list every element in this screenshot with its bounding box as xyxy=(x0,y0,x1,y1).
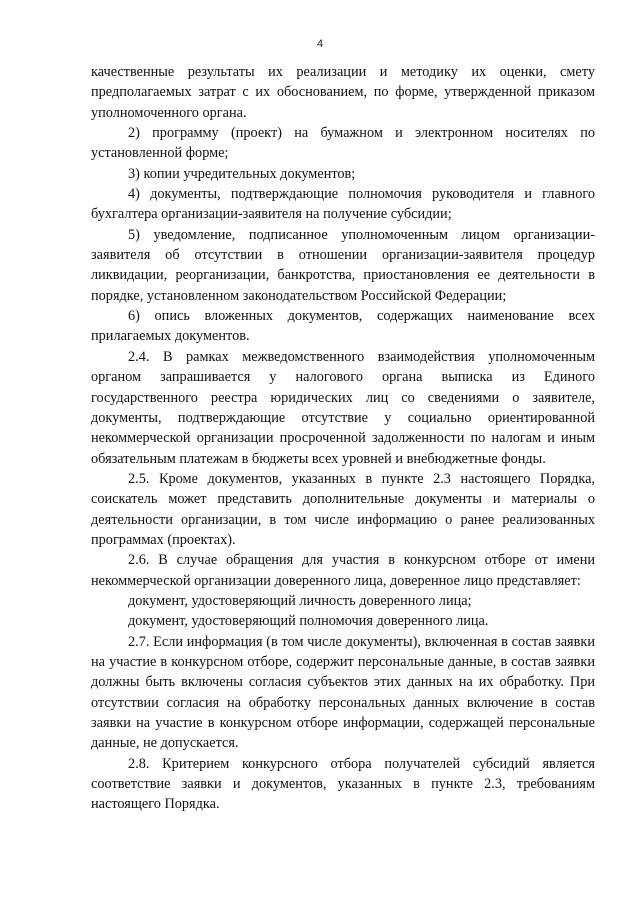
page-number: 4 xyxy=(316,38,324,50)
paragraph: 2.4. В рамках межведомственного взаимодействия уполномоченным органом запрашивается у налогового органа выписка из Единого государственного реестра юридических лиц со сведениями о заявителе, документы, подтверждающие отсутствие у социально ориентированной некоммерческой организации просроченной задолженности по налогам и иным обязательным платежам в бюджеты всех уровней и внебюджетные фонды. xyxy=(91,348,595,467)
paragraph: 2.5. Кроме документов, указанных в пункте 2.3 настоящего Порядка, соискатель может представить дополнительные документы и материалы о деятельности организации, в том числе информацию о ранее реализованных программах (проектах). xyxy=(91,470,595,548)
paragraph: 2.6. В случае обращения для участия в конкурсном отборе от имени некоммерческой организации доверенного лица, доверенное лицо представляет: xyxy=(91,552,595,589)
paragraph: 3) копии учредительных документов; xyxy=(128,165,356,182)
paragraph: 2.8. Критерием конкурсного отбора получателей субсидий является соответствие заявки и документов, указанных в пункте 2.3, требованиям настоящего Порядка. xyxy=(91,755,595,813)
paragraph: 6) опись вложенных документов, содержащих наименование всех прилагаемых документов. xyxy=(91,308,595,345)
paragraph: качественные результаты их реализации и методику их оценки, смету предполагаемых затрат с их обоснованием, по форме, утвержденной приказом уполномоченного органа. xyxy=(91,64,595,121)
paragraph: 4) документы, подтверждающие полномочия руководителя и главного бухгалтера организации-заявителя на получение субсидии; xyxy=(91,186,595,223)
paragraph: 2.7. Если информация (в том числе документы), включенная в состав заявки на участие в конкурсном отборе, содержит персональные данные, в состав заявки должны быть включены согласия субъектов этих данных на их обработку. При отсутствии согласия на обработку персональных данных включение в состав заявки на участие в конкурсном отборе информации, содержащей персональные данные, не допускается. xyxy=(91,633,595,752)
paragraph: 2) программу (проект) на бумажном и электронном носителях по установленной форме; xyxy=(91,125,595,162)
document-body xyxy=(91,62,595,815)
paragraph: документ, удостоверяющий личность доверенного лица; xyxy=(128,592,472,609)
paragraph: 5) уведомление, подписанное уполномоченным лицом организации-заявителя об отсутствии в отношении организации-заявителя процедур ликвидации, реорганизации, банкротства, приостановления ее деятельности в порядке, установленном законодательством Российской Федерации; xyxy=(91,226,595,304)
paragraph: документ, удостоверяющий полномочия доверенного лица. xyxy=(128,613,489,630)
